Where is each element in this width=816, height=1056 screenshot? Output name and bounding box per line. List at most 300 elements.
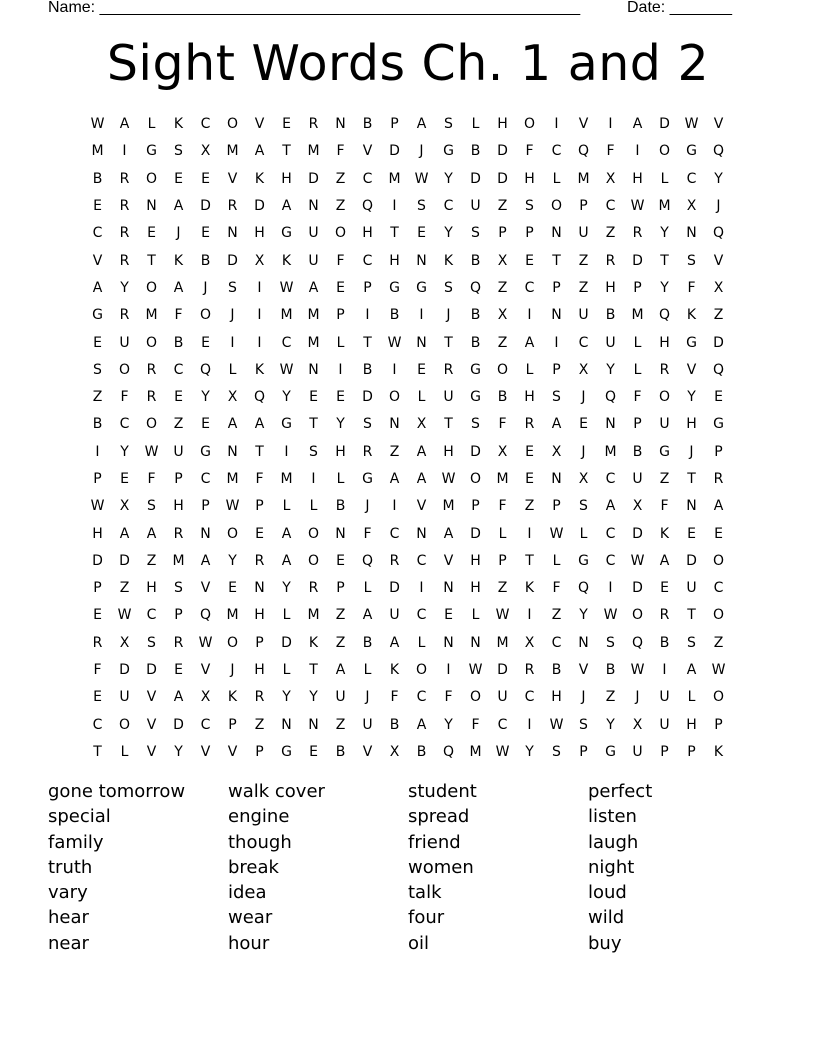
grid-letter[interactable]: H [362,225,373,242]
grid-letter[interactable]: P [525,225,534,242]
grid-letter[interactable]: S [147,634,156,651]
grid-letter[interactable]: B [605,662,616,679]
grid-letter[interactable]: O [550,198,563,215]
grid-letter[interactable]: W [387,334,402,351]
grid-letter[interactable]: Y [282,580,291,597]
grid-letter[interactable]: L [552,170,561,187]
grid-letter[interactable]: K [443,252,454,269]
grid-letter[interactable]: A [605,498,616,515]
grid-letter[interactable]: K [173,116,184,133]
grid-letter[interactable]: A [362,607,373,624]
grid-letter[interactable]: D [632,580,643,597]
grid-letter[interactable]: W [495,743,510,760]
grid-letter[interactable]: C [173,361,184,378]
grid-letter[interactable]: B [389,307,400,324]
grid-letter[interactable]: F [336,143,345,160]
grid-letter[interactable]: H [470,580,481,597]
grid-letter[interactable]: J [635,689,640,706]
grid-letter[interactable]: B [200,252,211,269]
grid-letter[interactable]: Z [605,689,616,706]
grid-letter[interactable]: Y [444,170,453,187]
grid-letter[interactable]: Z [335,634,346,651]
grid-letter[interactable]: Q [712,143,725,160]
grid-letter[interactable]: O [712,552,725,569]
grid-letter[interactable]: J [581,443,586,460]
grid-letter[interactable]: S [471,225,480,242]
grid-letter[interactable]: W [441,471,456,487]
grid-letter[interactable]: B [389,716,400,733]
grid-letter[interactable]: B [659,634,670,651]
grid-letter[interactable]: C [362,170,373,187]
grid-letter[interactable]: R [713,471,724,487]
grid-letter[interactable]: G [389,279,400,296]
grid-letter[interactable]: S [525,198,534,215]
grid-letter[interactable]: Y [120,443,129,460]
grid-letter[interactable]: F [93,662,102,679]
grid-letter[interactable]: O [145,416,158,433]
grid-letter[interactable]: X [497,307,508,324]
grid-letter[interactable]: Z [389,443,400,460]
grid-letter[interactable]: G [578,552,589,569]
grid-letter[interactable]: Y [444,716,453,733]
grid-letter[interactable]: H [254,607,265,624]
grid-letter[interactable]: G [605,743,616,760]
grid-letter[interactable]: F [687,279,696,296]
grid-letter[interactable]: W [684,116,699,133]
grid-letter[interactable]: S [174,143,183,160]
grid-letter[interactable]: X [389,743,400,760]
grid-letter[interactable]: Q [712,361,725,378]
grid-letter[interactable]: D [92,552,103,569]
grid-letter[interactable]: D [281,634,292,651]
grid-letter[interactable]: Z [173,416,184,433]
grid-letter[interactable]: X [200,689,211,706]
grid-letter[interactable]: E [201,225,210,242]
grid-letter[interactable]: A [416,116,427,133]
grid-letter[interactable]: N [389,416,400,433]
grid-letter[interactable]: L [660,170,669,187]
grid-letter[interactable]: C [524,279,535,296]
grid-letter[interactable]: E [417,225,426,242]
grid-letter[interactable]: S [552,743,561,760]
grid-letter[interactable]: P [660,743,669,760]
grid-letter[interactable]: G [281,743,292,760]
grid-letter[interactable]: D [470,525,481,542]
grid-letter[interactable]: Y [525,743,534,760]
grid-letter[interactable]: O [145,170,158,187]
grid-letter[interactable]: F [336,252,345,269]
grid-letter[interactable]: U [335,689,346,706]
grid-letter[interactable]: D [227,252,238,269]
grid-letter[interactable]: S [579,498,588,515]
grid-letter[interactable]: R [173,525,184,542]
grid-letter[interactable]: N [281,716,292,733]
grid-letter[interactable]: R [146,361,157,378]
grid-letter[interactable]: M [307,307,320,324]
grid-letter[interactable]: V [578,662,589,679]
grid-letter[interactable]: Q [577,143,590,160]
grid-letter[interactable]: X [632,498,643,515]
grid-letter[interactable]: I [608,580,613,597]
grid-letter[interactable]: C [416,689,427,706]
grid-letter[interactable]: S [444,116,453,133]
grid-letter[interactable]: Q [361,552,374,569]
grid-letter[interactable]: R [524,662,535,679]
grid-letter[interactable]: C [281,334,292,351]
grid-letter[interactable]: D [632,252,643,269]
grid-letter[interactable]: T [255,443,264,460]
grid-letter[interactable]: Y [174,743,183,760]
grid-letter[interactable]: B [362,361,373,378]
grid-letter[interactable]: A [254,143,265,160]
grid-letter[interactable]: O [226,525,239,542]
grid-letter[interactable]: L [363,580,372,597]
grid-letter[interactable]: A [416,471,427,487]
grid-letter[interactable]: U [605,334,616,351]
grid-letter[interactable]: M [469,743,482,760]
grid-letter[interactable]: R [389,552,400,569]
grid-letter[interactable]: R [659,607,670,624]
grid-letter[interactable]: B [92,416,103,433]
grid-letter[interactable]: T [525,552,534,569]
grid-letter[interactable]: P [255,634,264,651]
grid-letter[interactable]: N [416,525,427,542]
grid-letter[interactable]: I [365,307,370,324]
grid-letter[interactable]: I [338,361,343,378]
grid-letter[interactable]: E [93,607,102,624]
grid-letter[interactable]: R [308,580,319,597]
grid-letter[interactable]: M [496,634,509,651]
grid-letter[interactable]: U [659,416,670,433]
grid-letter[interactable]: W [117,607,132,624]
grid-letter[interactable]: E [201,334,210,351]
grid-letter[interactable]: L [525,361,534,378]
grid-letter[interactable]: V [92,252,103,269]
grid-letter[interactable]: R [173,634,184,651]
grid-letter[interactable]: P [552,279,561,296]
grid-letter[interactable]: B [470,143,481,160]
grid-letter[interactable]: S [606,634,615,651]
grid-letter[interactable]: Z [578,279,589,296]
grid-letter[interactable]: P [174,607,183,624]
grid-letter[interactable]: W [630,198,645,215]
grid-letter[interactable]: R [146,389,157,406]
grid-letter[interactable]: A [173,279,184,296]
grid-letter[interactable]: Q [361,198,374,215]
grid-letter[interactable]: K [524,580,535,597]
grid-letter[interactable]: X [686,198,697,215]
grid-letter[interactable]: A [281,552,292,569]
grid-letter[interactable]: H [335,443,346,460]
grid-letter[interactable]: S [228,279,237,296]
grid-letter[interactable]: A [632,116,643,133]
grid-letter[interactable]: F [525,143,534,160]
grid-letter[interactable]: P [498,552,507,569]
grid-letter[interactable]: R [227,198,238,215]
grid-letter[interactable]: Z [524,498,535,515]
grid-letter[interactable]: O [307,525,320,542]
grid-letter[interactable]: E [336,552,345,569]
grid-letter[interactable]: T [309,416,318,433]
grid-letter[interactable]: L [336,471,345,487]
grid-letter[interactable]: G [470,389,481,406]
grid-letter[interactable]: B [497,389,508,406]
grid-letter[interactable]: R [443,361,454,378]
grid-letter[interactable]: A [227,416,238,433]
grid-letter[interactable]: M [658,198,671,215]
grid-letter[interactable]: O [307,552,320,569]
grid-letter[interactable]: Y [606,361,615,378]
grid-letter[interactable]: W [279,279,294,296]
grid-letter[interactable]: W [414,170,429,187]
grid-letter[interactable]: O [226,634,239,651]
grid-letter[interactable]: A [659,552,670,569]
grid-letter[interactable]: N [146,198,157,215]
grid-letter[interactable]: V [227,170,238,187]
grid-letter[interactable]: U [308,252,319,269]
grid-letter[interactable]: J [419,143,424,160]
grid-letter[interactable]: Z [497,334,508,351]
grid-letter[interactable]: F [633,389,642,406]
grid-letter[interactable]: C [416,552,427,569]
grid-letter[interactable]: L [633,361,642,378]
grid-letter[interactable]: I [554,116,559,133]
grid-letter[interactable]: L [282,498,291,515]
grid-letter[interactable]: J [230,307,235,324]
grid-letter[interactable]: E [309,389,318,406]
grid-letter[interactable]: I [392,498,397,515]
grid-letter[interactable]: U [389,607,400,624]
grid-letter[interactable]: O [631,607,644,624]
grid-letter[interactable]: E [201,416,210,433]
grid-letter[interactable]: L [147,116,156,133]
grid-letter[interactable]: N [443,634,454,651]
grid-letter[interactable]: R [362,443,373,460]
grid-letter[interactable]: U [470,198,481,215]
grid-letter[interactable]: E [147,225,156,242]
grid-letter[interactable]: N [686,498,697,515]
grid-letter[interactable]: W [90,498,105,515]
grid-letter[interactable]: M [226,471,239,487]
grid-letter[interactable]: P [714,443,723,460]
grid-letter[interactable]: M [280,307,293,324]
grid-letter[interactable]: U [578,225,589,242]
grid-letter[interactable]: U [659,689,670,706]
grid-letter[interactable]: G [281,416,292,433]
grid-letter[interactable]: H [254,662,265,679]
grid-letter[interactable]: L [228,361,237,378]
grid-letter[interactable]: Z [659,471,670,487]
grid-letter[interactable]: T [660,252,669,269]
grid-letter[interactable]: S [174,580,183,597]
grid-letter[interactable]: F [660,498,669,515]
grid-letter[interactable]: C [416,607,427,624]
grid-letter[interactable]: X [254,252,265,269]
grid-letter[interactable]: A [254,416,265,433]
grid-letter[interactable]: S [552,389,561,406]
grid-letter[interactable]: L [363,662,372,679]
grid-letter[interactable]: Z [146,552,157,569]
grid-letter[interactable]: I [527,525,532,542]
grid-letter[interactable]: M [307,607,320,624]
grid-letter[interactable]: P [201,498,210,515]
grid-letter[interactable]: E [714,389,723,406]
grid-letter[interactable]: N [416,252,427,269]
grid-letter[interactable]: F [498,416,507,433]
grid-letter[interactable]: V [713,116,724,133]
grid-letter[interactable]: Z [92,389,103,406]
grid-letter[interactable]: P [714,716,723,733]
grid-letter[interactable]: W [630,552,645,569]
grid-letter[interactable]: E [120,471,129,487]
grid-letter[interactable]: G [92,307,103,324]
grid-letter[interactable]: C [443,198,454,215]
grid-letter[interactable]: O [496,361,509,378]
grid-letter[interactable]: E [201,170,210,187]
grid-letter[interactable]: R [119,198,130,215]
grid-letter[interactable]: C [362,252,373,269]
grid-letter[interactable]: F [444,689,453,706]
grid-letter[interactable]: U [362,716,373,733]
grid-letter[interactable]: G [443,143,454,160]
grid-letter[interactable]: F [552,580,561,597]
grid-letter[interactable]: C [200,716,211,733]
grid-letter[interactable]: T [444,334,453,351]
grid-letter[interactable]: T [282,143,291,160]
grid-letter[interactable]: N [308,198,319,215]
grid-letter[interactable]: W [495,607,510,624]
grid-letter[interactable]: I [284,443,289,460]
grid-letter[interactable]: P [552,498,561,515]
grid-letter[interactable]: L [687,689,696,706]
grid-letter[interactable]: E [525,443,534,460]
grid-letter[interactable]: L [417,634,426,651]
grid-letter[interactable]: J [446,307,451,324]
grid-letter[interactable]: T [390,225,399,242]
grid-letter[interactable]: P [336,580,345,597]
grid-letter[interactable]: V [200,743,211,760]
grid-letter[interactable]: V [254,116,265,133]
grid-letter[interactable]: H [443,443,454,460]
grid-letter[interactable]: H [632,170,643,187]
grid-letter[interactable]: F [390,689,399,706]
grid-letter[interactable]: Y [120,279,129,296]
grid-letter[interactable]: U [497,689,508,706]
grid-letter[interactable]: L [579,525,588,542]
grid-letter[interactable]: Y [309,689,318,706]
grid-letter[interactable]: U [686,580,697,597]
grid-letter[interactable]: X [416,416,427,433]
grid-letter[interactable]: D [497,662,508,679]
grid-letter[interactable]: G [200,443,211,460]
grid-letter[interactable]: N [551,225,562,242]
grid-letter[interactable]: O [469,471,482,487]
grid-letter[interactable]: Q [631,634,644,651]
grid-letter[interactable]: E [228,580,237,597]
grid-letter[interactable]: B [632,443,643,460]
grid-letter[interactable]: F [606,143,615,160]
grid-letter[interactable]: I [446,662,451,679]
grid-letter[interactable]: D [119,552,130,569]
grid-letter[interactable]: X [605,170,616,187]
grid-letter[interactable]: O [118,361,131,378]
grid-letter[interactable]: H [173,498,184,515]
grid-letter[interactable]: C [551,634,562,651]
grid-letter[interactable]: K [281,252,292,269]
grid-letter[interactable]: K [713,743,724,760]
grid-letter[interactable]: N [335,525,346,542]
grid-letter[interactable]: B [470,334,481,351]
grid-letter[interactable]: E [525,471,534,487]
grid-letter[interactable]: N [551,471,562,487]
grid-letter[interactable]: U [119,689,130,706]
grid-letter[interactable]: C [551,143,562,160]
grid-letter[interactable]: Y [201,389,210,406]
grid-letter[interactable]: A [551,416,562,433]
grid-letter[interactable]: N [605,416,616,433]
grid-letter[interactable]: X [227,389,238,406]
grid-letter[interactable]: H [254,225,265,242]
grid-letter[interactable]: X [578,471,589,487]
grid-letter[interactable]: W [549,525,564,542]
grid-letter[interactable]: N [227,443,238,460]
grid-letter[interactable]: I [527,716,532,733]
grid-letter[interactable]: Z [578,252,589,269]
grid-letter[interactable]: E [444,607,453,624]
grid-letter[interactable]: J [365,498,370,515]
grid-letter[interactable]: W [198,634,213,651]
grid-letter[interactable]: M [307,334,320,351]
grid-letter[interactable]: L [309,498,318,515]
grid-letter[interactable]: J [176,225,181,242]
grid-letter[interactable]: D [632,525,643,542]
grid-letter[interactable]: A [173,198,184,215]
grid-letter[interactable]: N [254,580,265,597]
grid-letter[interactable]: Y [714,170,723,187]
grid-letter[interactable]: X [551,443,562,460]
grid-letter[interactable]: K [308,634,319,651]
grid-letter[interactable]: P [255,743,264,760]
grid-letter[interactable]: X [713,279,724,296]
grid-letter[interactable]: P [498,225,507,242]
grid-letter[interactable]: Y [444,225,453,242]
grid-letter[interactable]: N [443,580,454,597]
grid-letter[interactable]: R [119,252,130,269]
grid-letter[interactable]: Z [335,716,346,733]
grid-letter[interactable]: I [95,443,100,460]
grid-letter[interactable]: H [281,170,292,187]
grid-letter[interactable]: E [687,525,696,542]
grid-letter[interactable]: J [689,443,694,460]
grid-letter[interactable]: C [686,170,697,187]
grid-letter[interactable]: O [199,307,212,324]
grid-letter[interactable]: Y [336,416,345,433]
grid-letter[interactable]: H [470,552,481,569]
grid-letter[interactable]: O [658,389,671,406]
grid-letter[interactable]: P [363,279,372,296]
grid-letter[interactable]: R [524,416,535,433]
grid-letter[interactable]: X [632,716,643,733]
grid-letter[interactable]: W [144,443,159,460]
grid-letter[interactable]: R [119,307,130,324]
grid-letter[interactable]: Q [199,361,212,378]
grid-letter[interactable]: Q [577,580,590,597]
grid-letter[interactable]: P [336,307,345,324]
grid-letter[interactable]: N [551,307,562,324]
grid-letter[interactable]: C [605,198,616,215]
grid-letter[interactable]: R [308,116,319,133]
grid-letter[interactable]: V [362,143,373,160]
